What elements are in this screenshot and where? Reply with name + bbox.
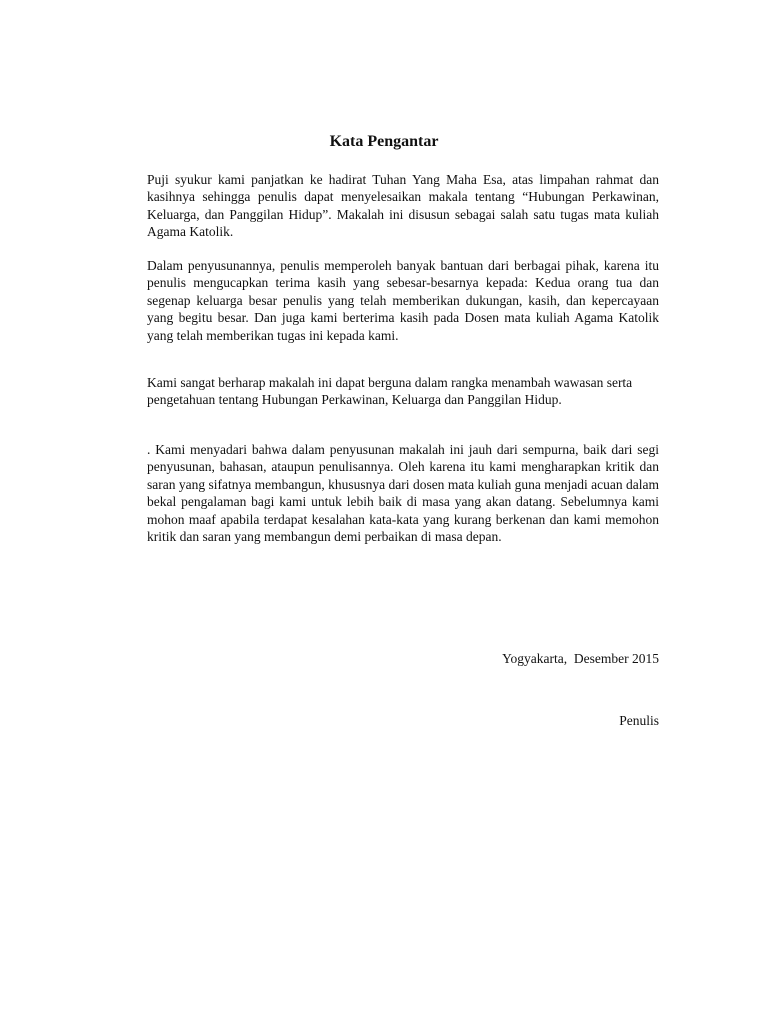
author-signature: Penulis [619, 713, 659, 728]
place-date: Yogyakarta, Desember 2015 [502, 651, 659, 666]
paragraph-hope: Kami sangat berharap makalah ini dapat berguna dalam rangka menambah wawasan serta pengetahuan tentang Hubungan Perkawinan, Keluarga dan Panggilan Hidup. [147, 375, 633, 408]
page-title: Kata Pengantar [329, 133, 439, 150]
paragraph-gratitude: Puji syukur kami panjatkan ke hadirat Tuhan Yang Maha Esa, atas limpahan rahmat dan kasihnya sehingga penulis dapat menyelesaikan makala tentang “Hubungan Perkawinan, Keluarga, dan Panggilan Hidup”. Makalah ini disusun sebagai salah satu tugas mata kuliah Agama Katolik. [147, 172, 659, 240]
paragraph-acknowledgements: Dalam penyusunannya, penulis memperoleh banyak bantuan dari berbagai pihak, karena itu penulis mengucapkan terima kasih yang sebesar-besarnya kepada: Kedua orang tua dan segenap keluarga besar penulis yang telah memberikan dukungan, kasih, dan kepercayaan yang begitu besar. Dan juga kami berterima kasih pada Dosen mata kuliah Agama Katolik yang telah memberikan tugas ini kepada kami. [147, 258, 659, 343]
paragraph-apology: . Kami menyadari bahwa dalam penyusunan makalah ini jauh dari sempurna, baik dari segi penyusunan, bahasan, ataupun penulisannya. Oleh karena itu kami mengharapkan kritik dan saran yang sifatnya membangun, khususnya dari dosen mata kuliah guna menjadi acuan dalam bekal pengalaman bagi kami untuk lebih baik di masa yang akan datang. Sebelumnya kami mohon maaf apabila terdapat kesalahan kata-kata yang kurang berkenan dan kami memohon kritik dan saran yang membangun demi perbaikan di masa depan. [147, 442, 659, 545]
